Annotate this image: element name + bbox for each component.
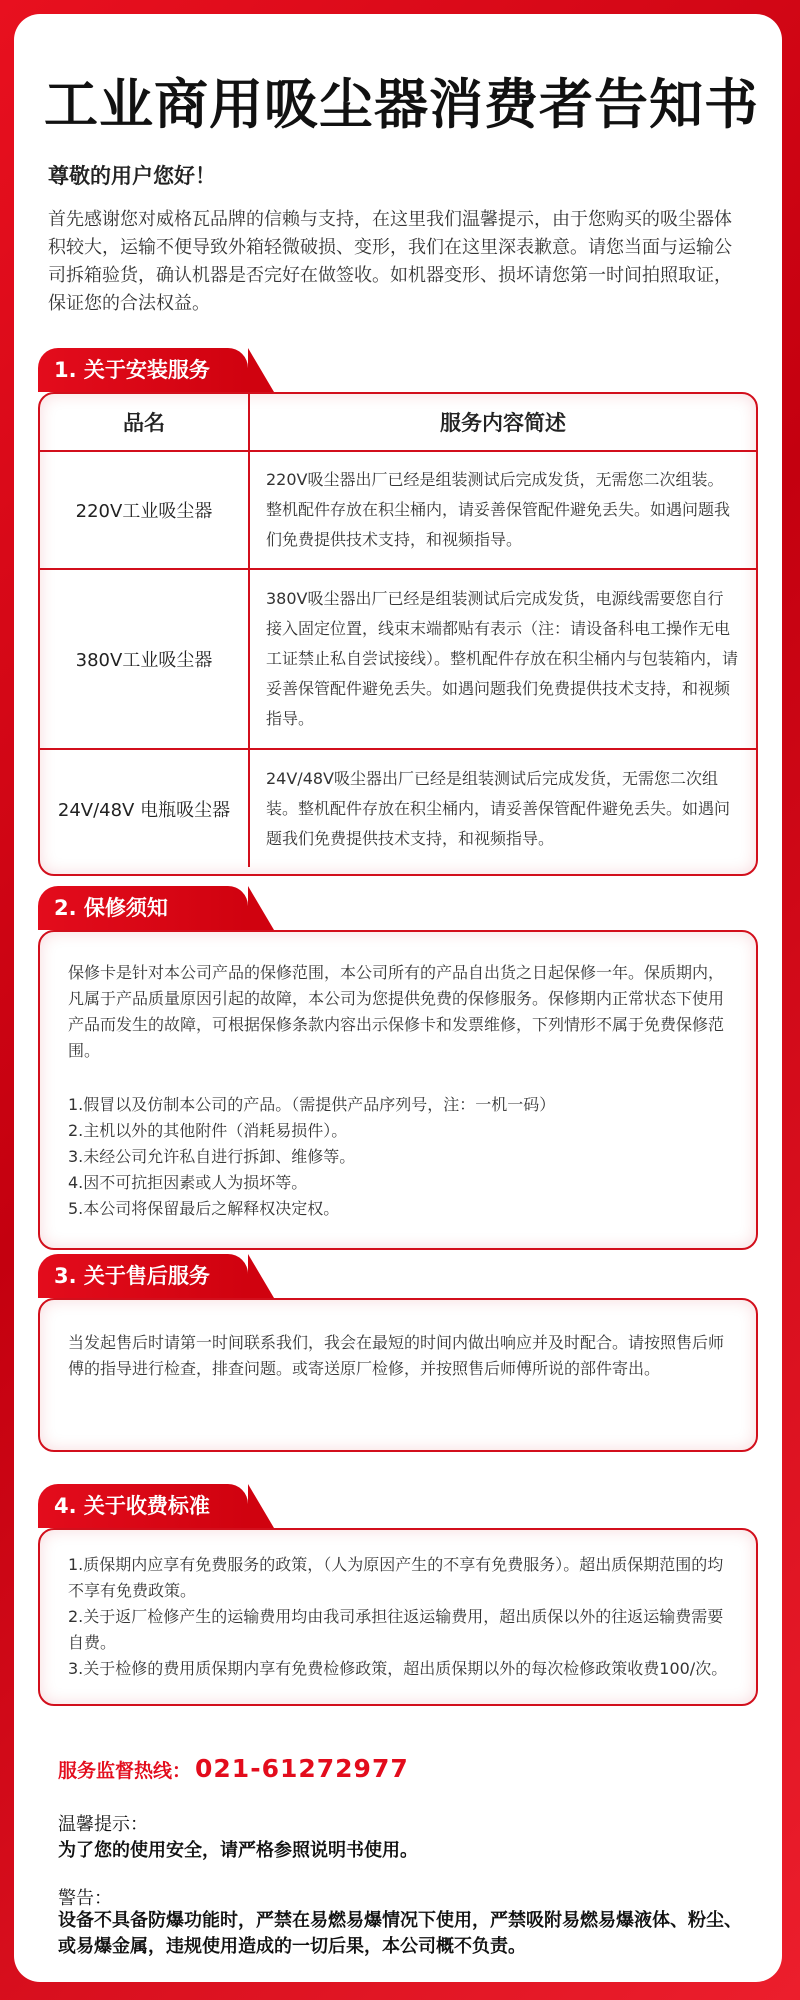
list-item: 2.关于返厂检修产生的运输费用均由我司承担往返运输费用，超出质保以外的往返运输费需要自费。 — [68, 1607, 724, 1652]
tip-heading: 温馨提示： — [58, 1814, 148, 1835]
after-sales-box — [38, 1298, 758, 1452]
greeting: 尊敬的用户您好！ — [48, 164, 216, 188]
list-item: 1.质保期内应享有免费服务的政策，（人为原因产生的不享有免费服务）。超出质保期范围的均不享有免费政策。 — [68, 1555, 724, 1600]
section-heading-warranty: 2. 保修须知 — [38, 886, 248, 930]
warranty-box — [38, 930, 758, 1250]
list-item: 3.未经公司允许私自进行拆卸、维修等。 — [68, 1147, 356, 1166]
warning-body: 设备不具备防爆功能时，严禁在易燃易爆情况下使用，严禁吸附易燃易爆液体、粉尘、或易爆金属，违规使用造成的一切后果，本公司概不负责。 — [58, 1910, 742, 1957]
section-heading-installation: 1. 关于安装服务 — [38, 348, 248, 392]
product-name: 220V工业吸尘器 — [40, 451, 249, 569]
table-row — [40, 451, 756, 569]
service-description: 24V/48V吸尘器出厂已经是组装测试后完成发货，无需您二次组装。整机配件存放在积尘桶内，请妥善保管配件避免丢失。如遇问题我们免费提供技术支持，和视频指导。 — [249, 749, 756, 867]
product-name: 24V/48V 电瓶吸尘器 — [40, 749, 249, 867]
list-item: 5.本公司将保留最后之解释权决定权。 — [68, 1199, 340, 1218]
section-heading-after-sales: 3. 关于售后服务 — [38, 1254, 248, 1298]
column-header-product: 品名 — [40, 394, 249, 451]
hotline-label: 服务监督热线： — [58, 1760, 192, 1782]
list-item: 2.主机以外的其他附件（消耗易损件）。 — [68, 1121, 348, 1140]
hotline-number: 021-61272977 — [195, 1754, 409, 1783]
list-item: 1.假冒以及仿制本公司的产品。（需提供产品序列号，注：一机一码） — [68, 1095, 556, 1114]
section-heading-fees: 4. 关于收费标准 — [38, 1484, 248, 1528]
product-name: 380V工业吸尘器 — [40, 569, 249, 749]
fees-box — [38, 1528, 758, 1706]
page-title: 工业商用吸尘器消费者告知书 — [44, 73, 759, 136]
notice-card — [14, 14, 782, 1982]
table-row — [40, 749, 756, 867]
fees-list — [68, 1552, 732, 1682]
intro-paragraph: 首先感谢您对威格瓦品牌的信赖与支持，在这里我们温馨提示，由于您购买的吸尘器体积较大，运输不便导致外箱轻微破损、变形，我们在这里深表歉意。请您当面与运输公司拆箱验货，确认机器是否完好在做签收。如机器变形、损坏请您第一时间拍照取证，保证您的合法权益。 — [48, 209, 732, 314]
list-item: 3.关于检修的费用质保期内享有免费检修政策，超出质保期以外的每次检修政策收费100/次。 — [68, 1659, 728, 1678]
list-item: 4.因不可抗拒因素或人为损坏等。 — [68, 1173, 308, 1192]
tip-body: 为了您的使用安全，请严格参照说明书使用。 — [58, 1840, 418, 1861]
service-description: 220V吸尘器出厂已经是组装测试后完成发货，无需您二次组装。整机配件存放在积尘桶内，请妥善保管配件避免丢失。如遇问题我们免费提供技术支持，和视频指导。 — [266, 470, 731, 549]
installation-table — [40, 394, 756, 867]
warranty-paragraph: 保修卡是针对本公司产品的保修范围，本公司所有的产品自出货之日起保修一年。保质期内，凡属于产品质量原因引起的故障，本公司为您提供免费的保修服务。保修期内正常状态下使用产品而发生的故障，可根据保修条款内容出示保修卡和发票维修，下列情形不属于免费保修范围。 — [68, 963, 725, 1060]
column-header-description: 服务内容简述 — [249, 394, 756, 451]
table-row — [40, 569, 756, 749]
hotline — [58, 1754, 409, 1783]
service-description: 380V吸尘器出厂已经是组装测试后完成发货，电源线需要您自行接入固定位置，线束末端都贴有表示（注：请设备科电工操作无电工证禁止私自尝试接线）。整机配件存放在积尘桶内与包装箱内，请妥善保管配件避免丢失。如遇问题我们免费提供技术支持，和视频指导。 — [249, 569, 756, 749]
installation-table-box — [38, 392, 758, 876]
warranty-exclusion-list — [68, 1092, 732, 1222]
after-sales-paragraph: 当发起售后时请第一时间联系我们，我会在最短的时间内做出响应并及时配合。请按照售后师傅的指导进行检查，排查问题。或寄送原厂检修，并按照售后师傅所说的部件寄出。 — [68, 1333, 725, 1378]
warning-heading: 警告： — [58, 1888, 112, 1909]
